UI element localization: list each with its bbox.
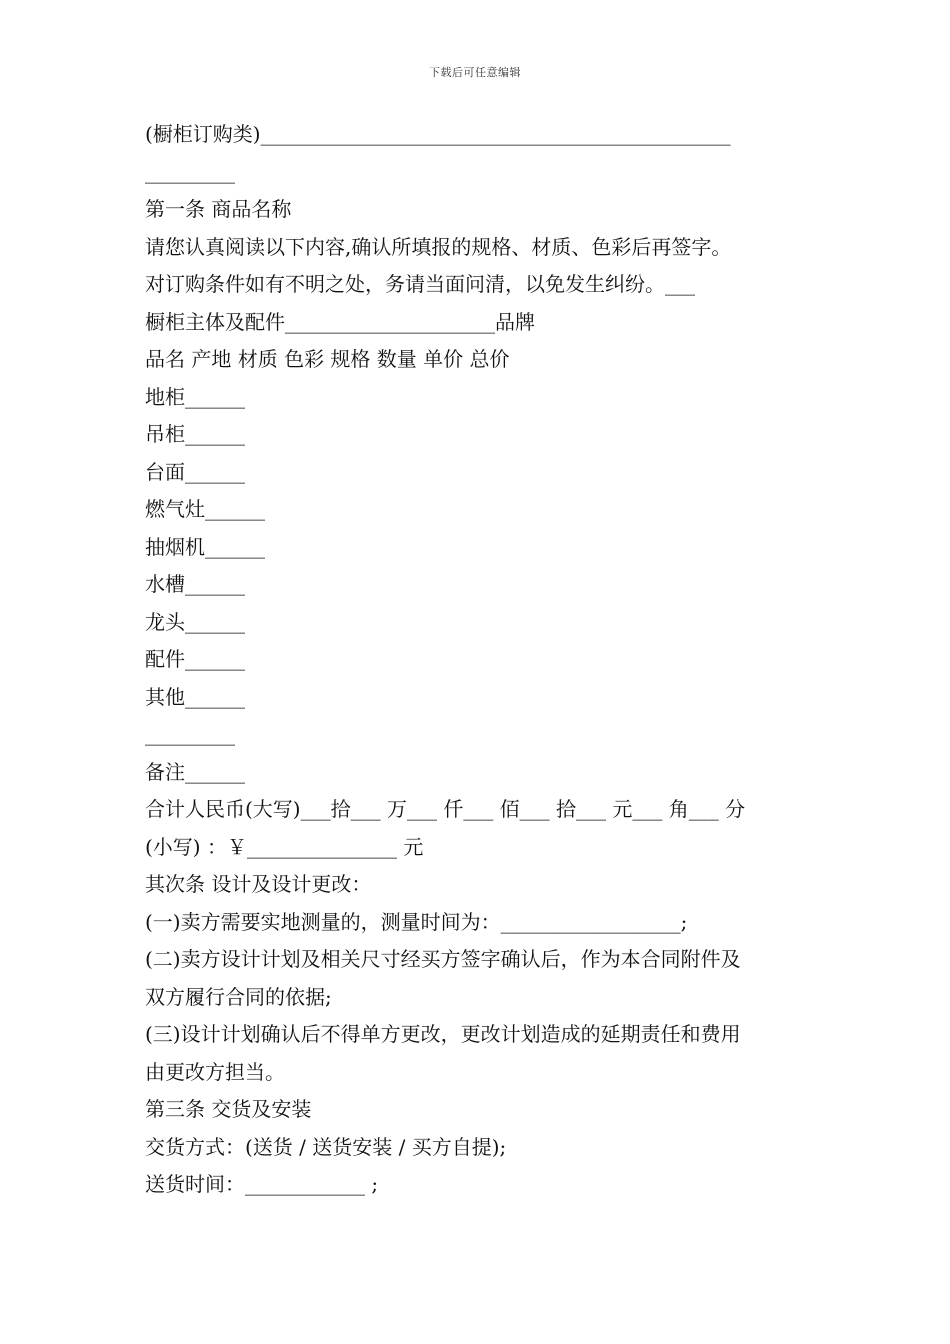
article-1-heading: 第一条 商品名称 — [145, 197, 292, 221]
remarks-line: 备注______ — [145, 759, 245, 784]
item-accessories: 配件______ — [145, 647, 245, 671]
item-floor-cabinet: 地柜______ — [145, 384, 245, 409]
page-header: 下载后可任意编辑 — [429, 66, 521, 79]
contract-title-line: (橱柜订购类)_______________________________________________ — [145, 122, 731, 146]
clause-2-3: (三)设计计划确认后不得单方更改，更改计划造成的延期责任和费用 — [145, 1022, 741, 1046]
instruction-text-2: 对订购条件如有不明之处，务请当面问清，以免发生纠纷。___ — [145, 272, 695, 296]
item-wall-cabinet: 吊柜______ — [145, 422, 245, 446]
item-sink: 水槽______ — [145, 572, 245, 596]
item-countertop: 台面______ — [145, 459, 245, 484]
clause-2-3-cont: 由更改方担当。 — [145, 1059, 285, 1084]
blank-underline: _________ — [145, 722, 235, 746]
item-range-hood: 抽烟机______ — [145, 534, 265, 559]
instruction-text: 请您认真阅读以下内容,确认所填报的规格、材质、色彩后再签字。 — [145, 234, 732, 259]
brand-line: 橱柜主体及配件_____________________品牌 — [145, 309, 535, 334]
item-other: 其他______ — [145, 684, 245, 709]
title-underline-continuation: _________ — [145, 159, 235, 184]
delivery-time-line: 送货时间：____________ ; — [145, 1172, 379, 1196]
article-3-heading: 第三条 交货及安装 — [145, 1097, 312, 1121]
item-gas-stove: 燃气灶______ — [145, 497, 265, 521]
total-uppercase-line: 合计人民币(大写)___拾___ 万___ 仟___ 佰___ 拾___ 元___ 角___ 分 — [145, 797, 746, 821]
clause-2-1: (一)卖方需要实地测量的，测量时间为：__________________; — [145, 909, 688, 934]
clause-2-2: (二)卖方设计计划及相关尺寸经买方签字确认后，作为本合同附件及 — [145, 947, 741, 971]
table-columns-line: 品名 产地 材质 色彩 规格 数量 单价 总价 — [145, 347, 510, 371]
article-2-heading: 其次条 设计及设计更改： — [145, 872, 372, 896]
total-lowercase-line: (小写) ：￥_______________ 元 — [145, 834, 424, 859]
item-faucet: 龙头______ — [145, 609, 245, 634]
delivery-method-line: 交货方式：(送货 / 送货安装 / 买方自提); — [145, 1134, 507, 1159]
document-body — [145, 116, 810, 1204]
clause-2-2-cont: 双方履行合同的依据; — [145, 984, 332, 1009]
